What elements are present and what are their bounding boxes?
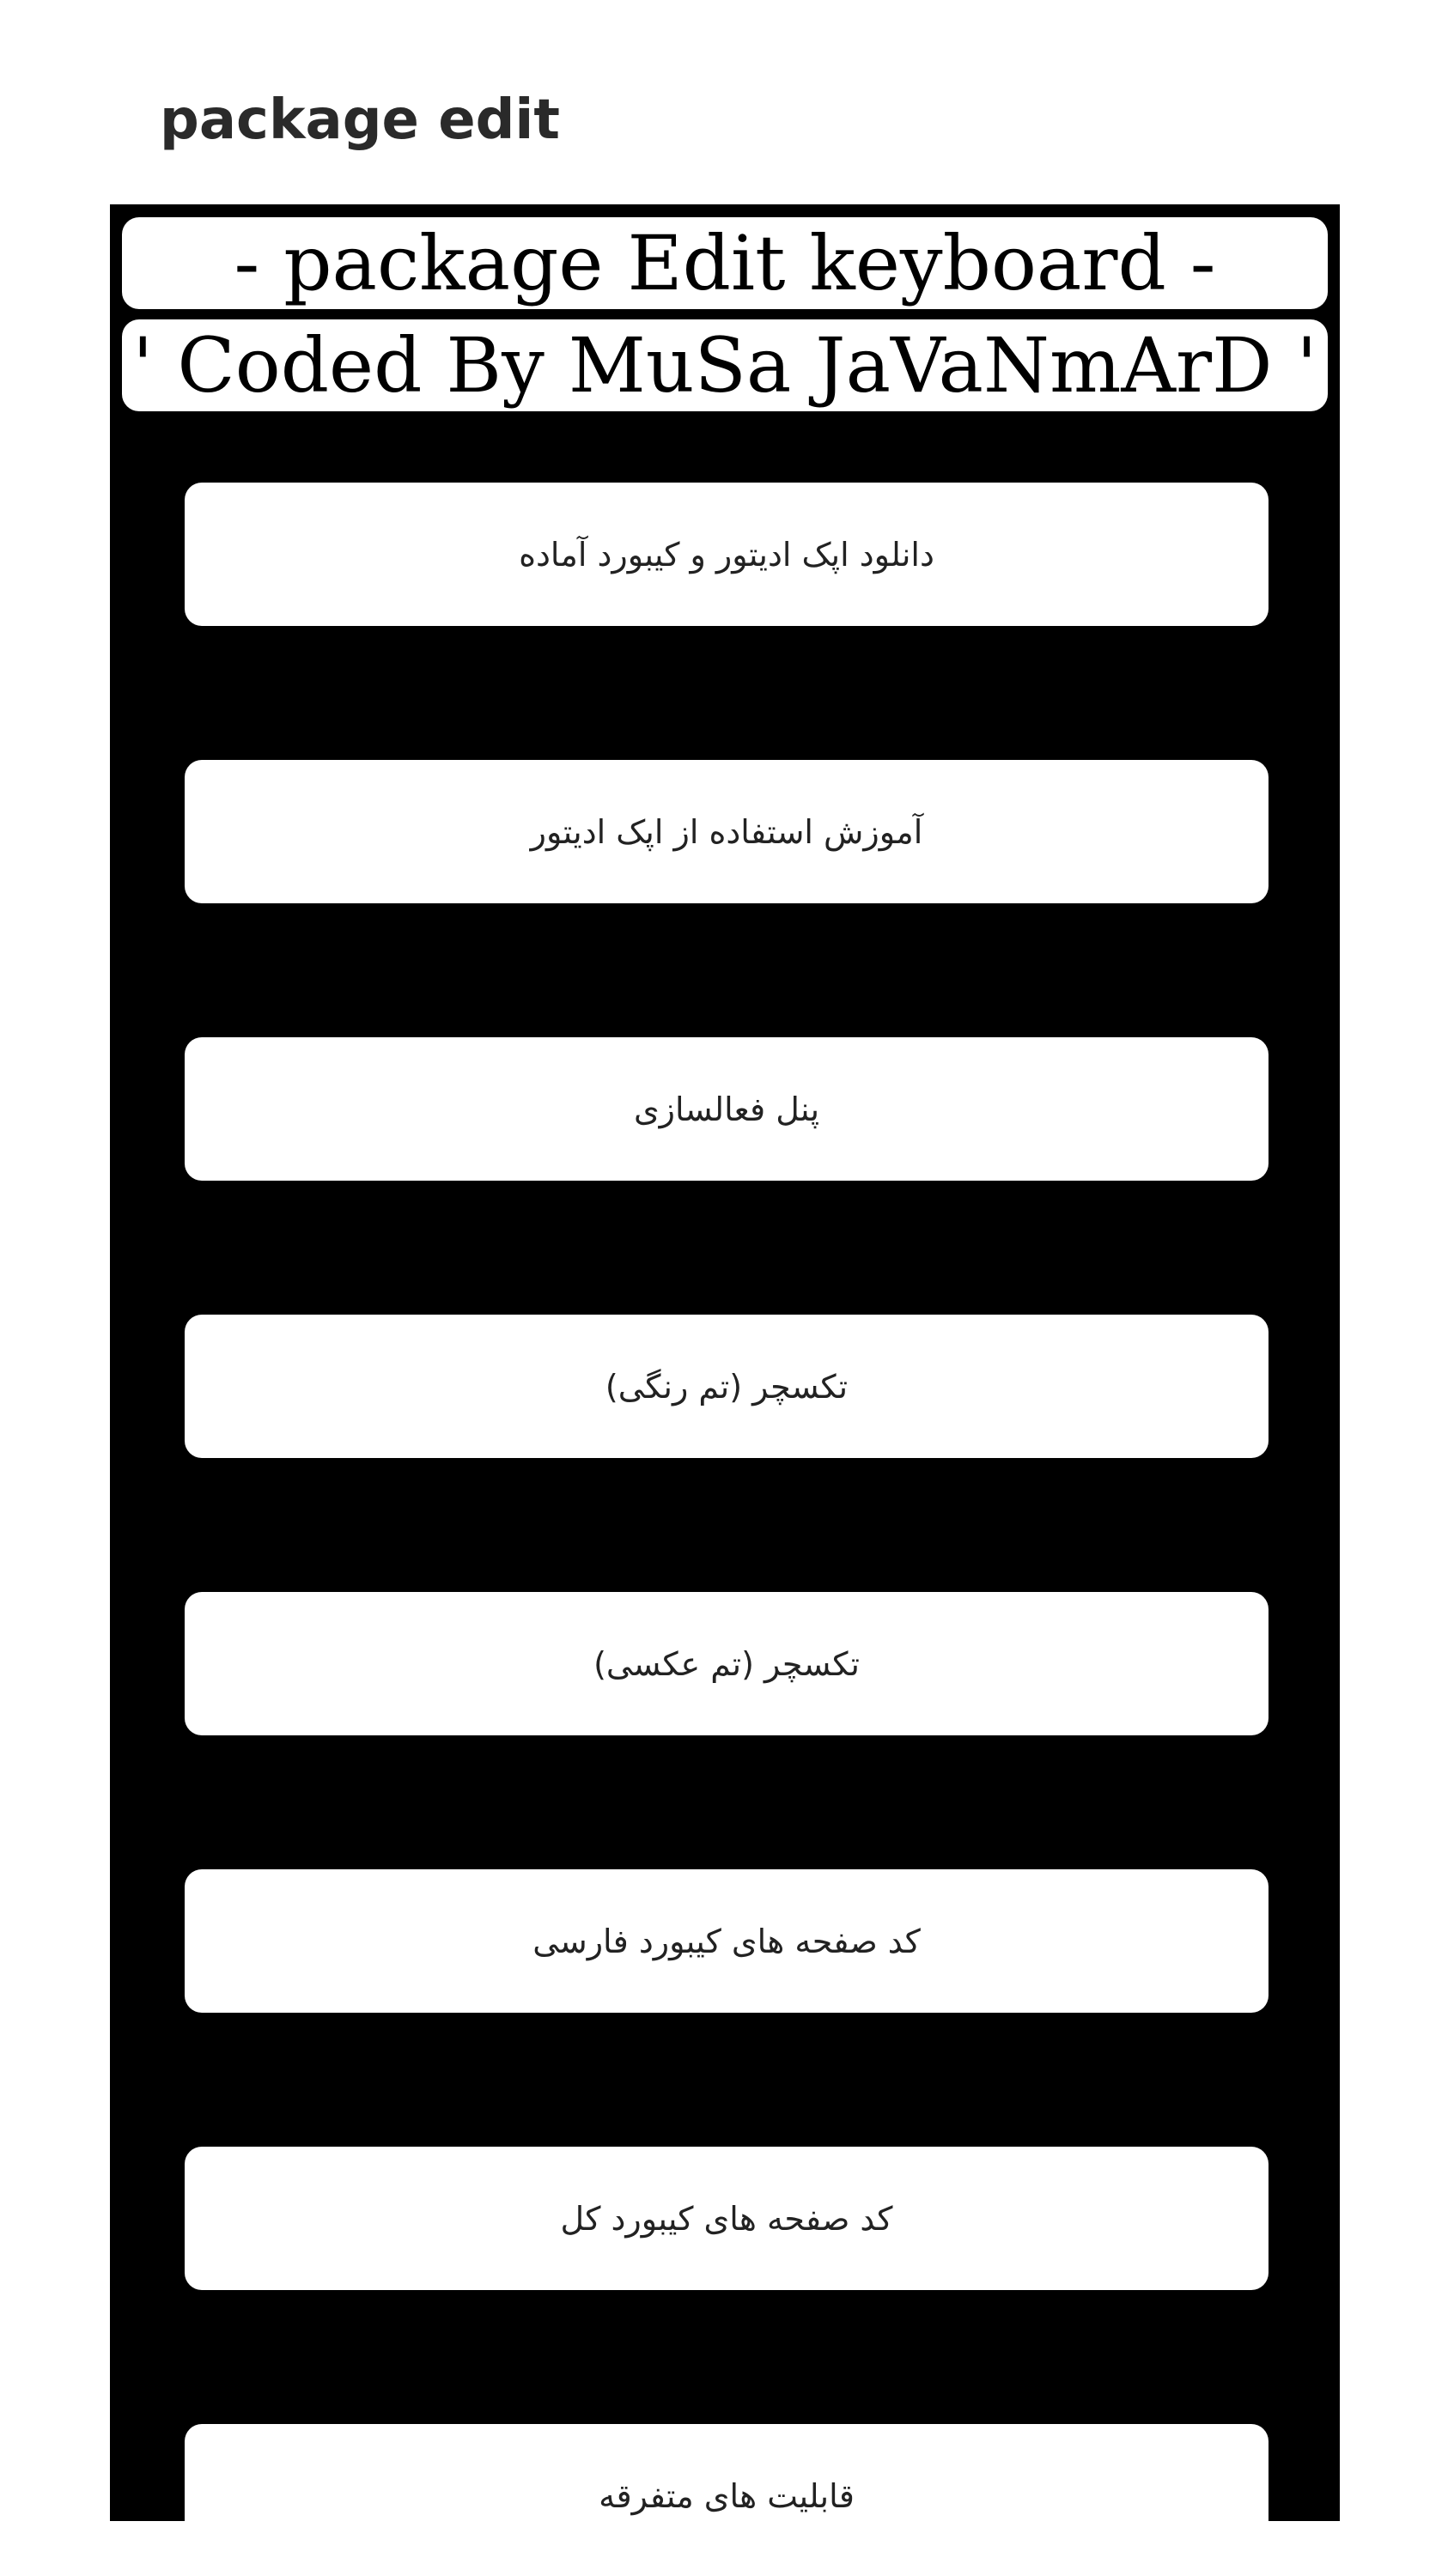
persian-keyboard-codes-button[interactable]: کد صفحه های کیبورد فارسی — [185, 1869, 1269, 2013]
activation-panel-button[interactable]: پنل فعالسازی — [185, 1037, 1269, 1181]
misc-features-button[interactable]: قابلیت های متفرقه — [185, 2424, 1269, 2521]
main-panel — [110, 204, 1340, 2521]
all-keyboard-codes-button[interactable]: کد صفحه های کیبورد کل — [185, 2147, 1269, 2290]
download-editor-button[interactable]: دانلود اپک ادیتور و کیبورد آماده — [185, 483, 1269, 626]
app-title: package edit — [160, 88, 560, 152]
banner-credit: ' Coded By MuSa JaVaNmArD ' — [122, 319, 1328, 411]
banner-title: - package Edit keyboard - — [122, 217, 1328, 309]
image-theme-texture-button[interactable]: تکسچر (تم عکسی) — [185, 1592, 1269, 1735]
color-theme-texture-button[interactable]: تکسچر (تم رنگی) — [185, 1315, 1269, 1458]
menu-list — [110, 204, 1340, 2521]
editor-tutorial-button[interactable]: آموزش استفاده از اپک ادیتور — [185, 760, 1269, 903]
